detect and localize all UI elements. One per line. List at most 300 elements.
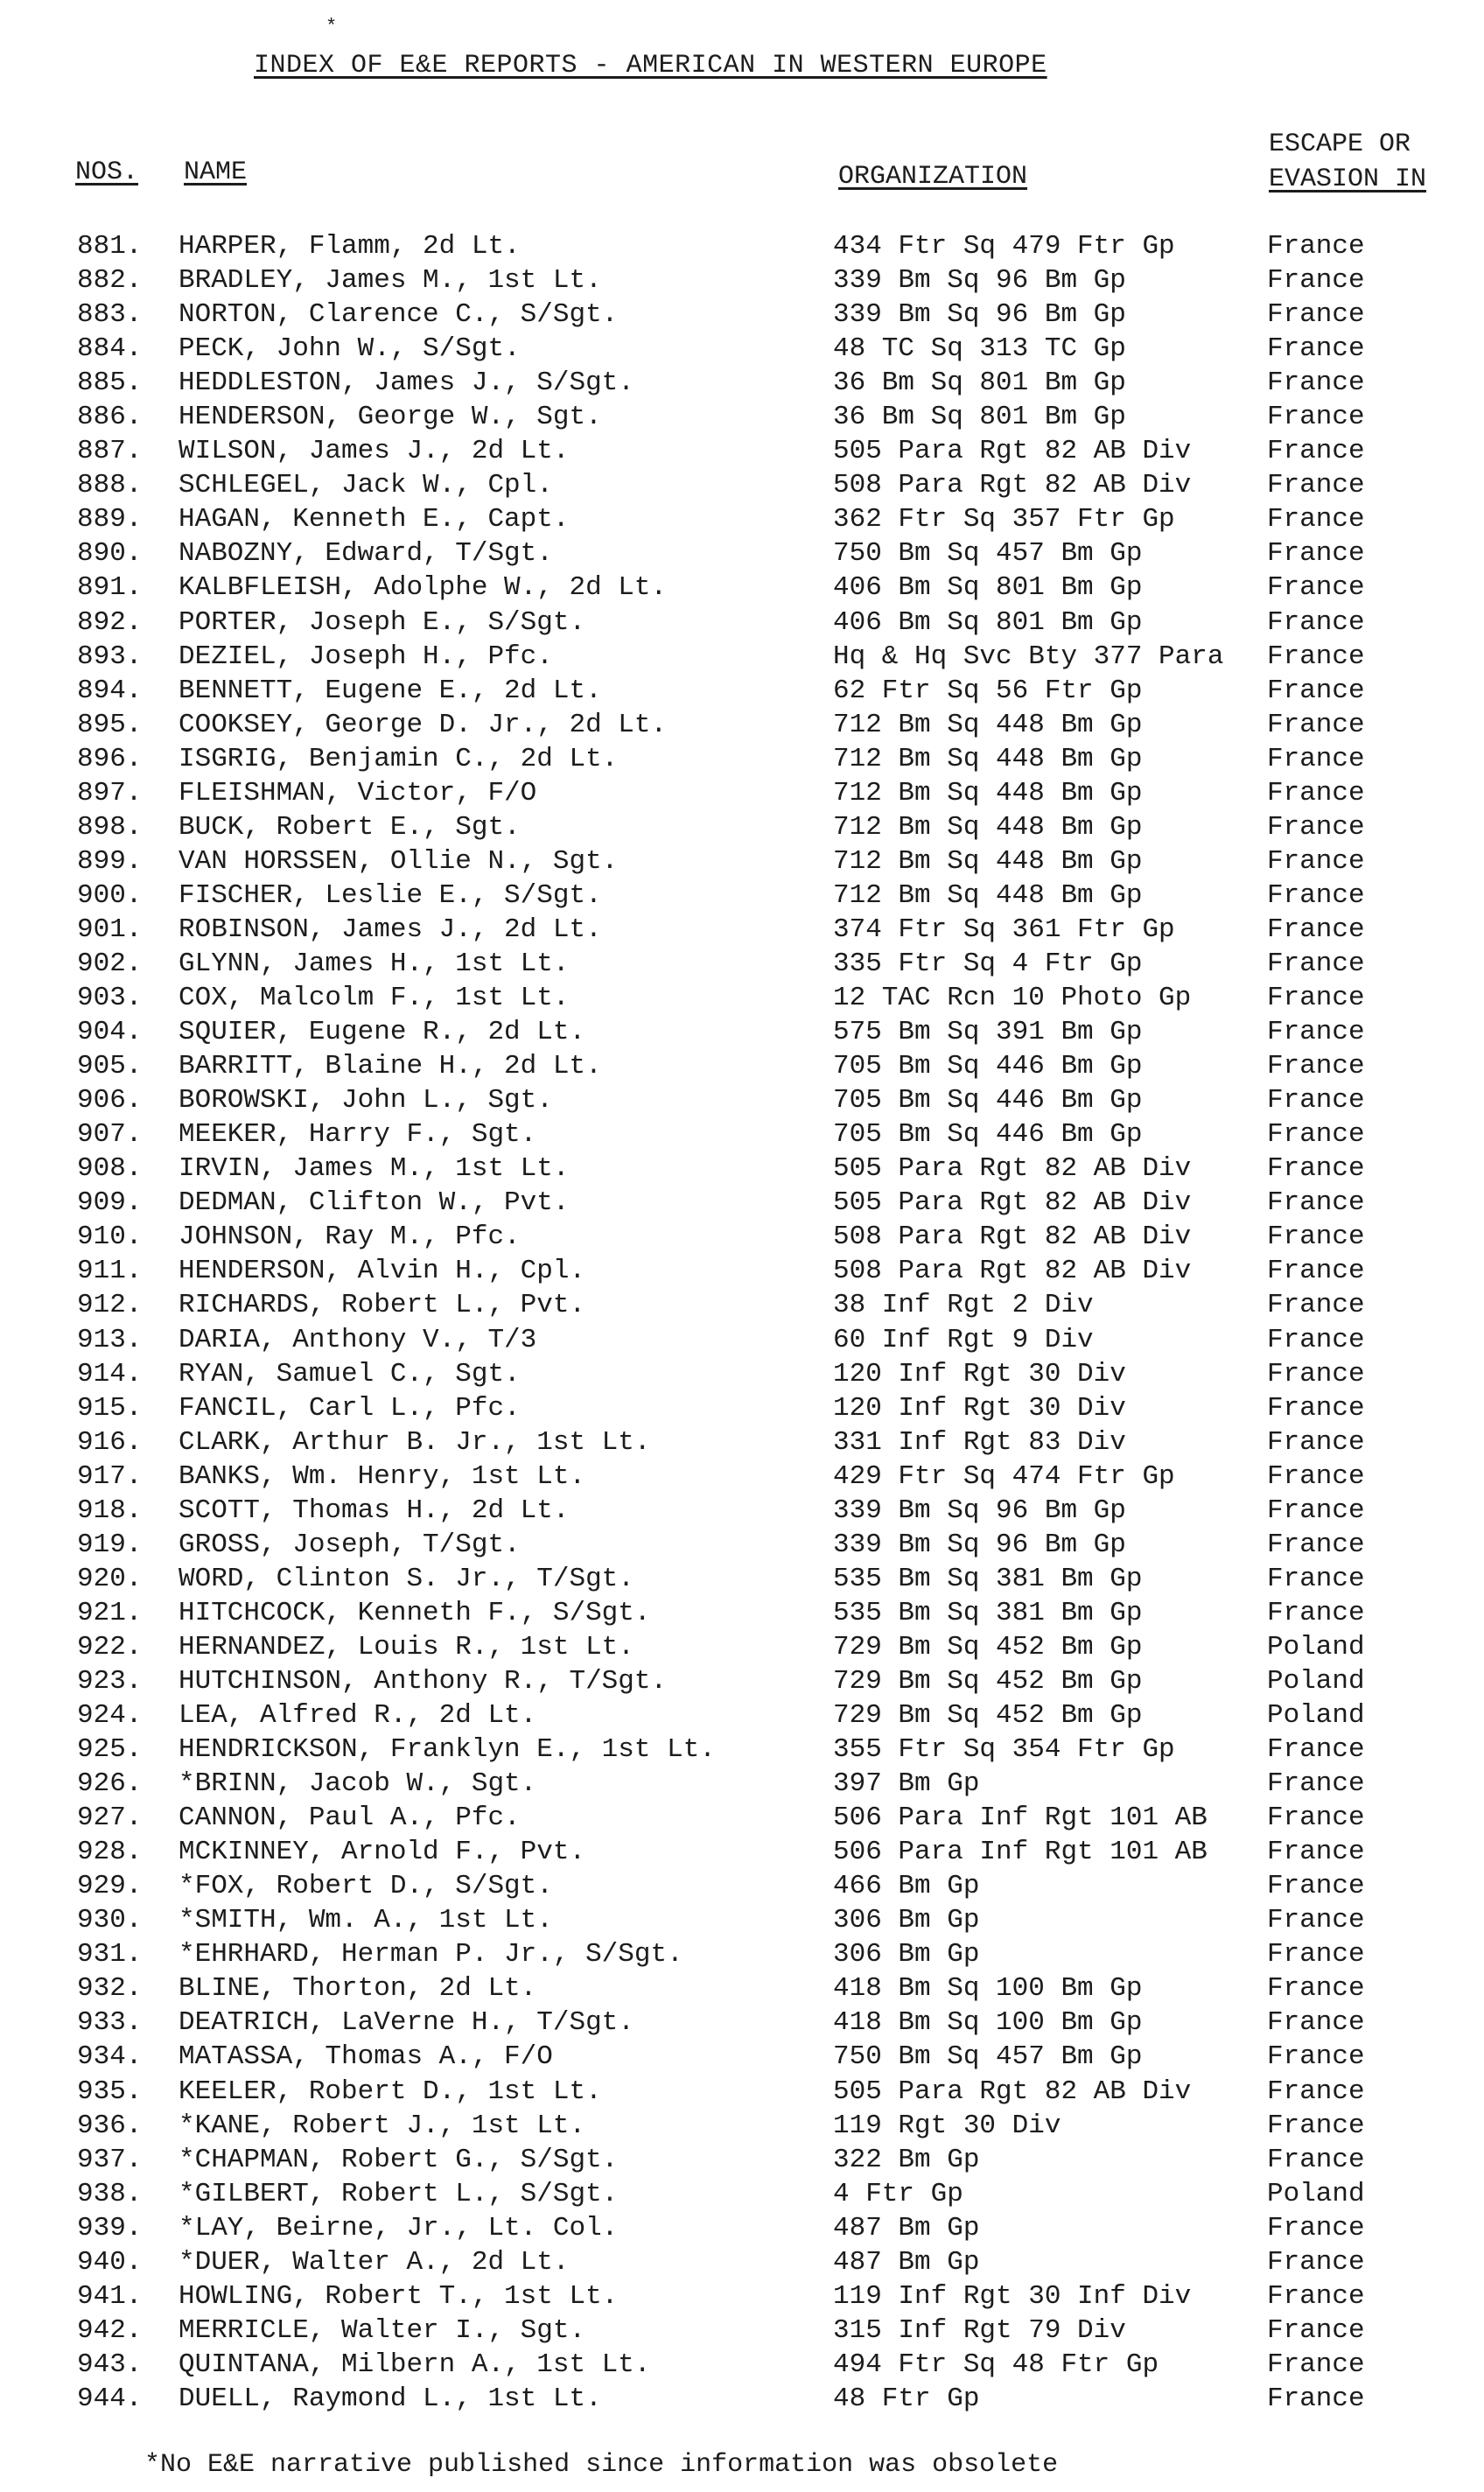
person-name: IRVIN, James M., 1st Lt.: [178, 1153, 570, 1185]
escape-location: France: [1267, 675, 1365, 706]
person-name: RICHARDS, Robert L., Pvt.: [178, 1290, 586, 1321]
list-item: [0, 570, 1484, 605]
person-name: WILSON, James J., 2d Lt.: [178, 436, 570, 467]
organization: 575 Bm Sq 391 Bm Gp: [833, 1017, 1143, 1048]
list-item: [0, 1835, 1484, 1869]
organization: 508 Para Rgt 82 AB Div: [833, 470, 1192, 501]
escape-location: France: [1267, 709, 1365, 740]
escape-location: France: [1267, 538, 1365, 570]
escape-location: France: [1267, 1290, 1365, 1321]
organization: 331 Inf Rgt 83 Div: [833, 1426, 1126, 1458]
person-name: PORTER, Joseph E., S/Sgt.: [178, 606, 586, 638]
header-nos: NOS.: [75, 158, 139, 187]
list-item: [0, 1323, 1484, 1357]
header-name: NAME: [184, 158, 248, 187]
report-number: 884.: [77, 333, 143, 365]
escape-location: France: [1267, 1494, 1365, 1526]
organization: 712 Bm Sq 448 Bm Gp: [833, 879, 1143, 911]
list-item: [0, 1391, 1484, 1425]
person-name: HAGAN, Kenneth E., Capt.: [178, 504, 570, 536]
escape-location: France: [1267, 2076, 1365, 2107]
list-item: [0, 2075, 1484, 2109]
header-escape-line1: ESCAPE OR: [1269, 130, 1411, 159]
list-item: [0, 366, 1484, 400]
report-number: 920.: [77, 1563, 143, 1594]
report-number: 906.: [77, 1085, 143, 1116]
list-item: [0, 913, 1484, 947]
person-name: GLYNN, James H., 1st Lt.: [178, 948, 570, 979]
escape-location: France: [1267, 1802, 1365, 1834]
report-number: 896.: [77, 743, 143, 774]
organization: 506 Para Inf Rgt 101 AB: [833, 1837, 1208, 1868]
organization: 505 Para Rgt 82 AB Div: [833, 1187, 1192, 1219]
person-name: HERNANDEZ, Louis R., 1st Lt.: [178, 1631, 634, 1662]
organization: 434 Ftr Sq 479 Ftr Gp: [833, 231, 1175, 262]
list-item: [0, 434, 1484, 468]
organization: 335 Ftr Sq 4 Ftr Gp: [833, 948, 1143, 979]
escape-location: France: [1267, 1324, 1365, 1355]
escape-location: France: [1267, 1256, 1365, 1287]
person-name: HITCHCOCK, Kenneth F., S/Sgt.: [178, 1597, 651, 1628]
list-item: [0, 468, 1484, 502]
escape-location: France: [1267, 606, 1365, 638]
list-item: [0, 229, 1484, 263]
escape-location: France: [1267, 265, 1365, 297]
person-name: HUTCHINSON, Anthony R., T/Sgt.: [178, 1665, 668, 1697]
escape-location: France: [1267, 1871, 1365, 1902]
report-number: 892.: [77, 606, 143, 638]
person-name: SCHLEGEL, Jack W., Cpl.: [178, 470, 553, 501]
escape-location: France: [1267, 231, 1365, 262]
organization: 62 Ftr Sq 56 Ftr Gp: [833, 675, 1143, 706]
report-number: 927.: [77, 1802, 143, 1834]
escape-location: France: [1267, 1153, 1365, 1185]
report-number: 924.: [77, 1700, 143, 1732]
person-name: RYAN, Samuel C., Sgt.: [178, 1358, 521, 1390]
person-name: FANCIL, Carl L., Pfc.: [178, 1392, 521, 1424]
organization: 48 Ftr Gp: [833, 2383, 980, 2414]
person-name: DARIA, Anthony V., T/3: [178, 1324, 537, 1355]
organization: 406 Bm Sq 801 Bm Gp: [833, 572, 1143, 604]
organization: 119 Inf Rgt 30 Inf Div: [833, 2280, 1192, 2312]
organization: 705 Bm Sq 446 Bm Gp: [833, 1119, 1143, 1151]
person-name: NABOZNY, Edward, T/Sgt.: [178, 538, 553, 570]
list-item: [0, 947, 1484, 981]
organization: 339 Bm Sq 96 Bm Gp: [833, 1529, 1126, 1560]
escape-location: France: [1267, 572, 1365, 604]
person-name: BANKS, Wm. Henry, 1st Lt.: [178, 1460, 586, 1492]
escape-location: France: [1267, 845, 1365, 877]
list-item: [0, 2279, 1484, 2314]
escape-location: France: [1267, 1187, 1365, 1219]
organization: 418 Bm Sq 100 Bm Gp: [833, 2007, 1143, 2039]
person-name: FLEISHMAN, Victor, F/O: [178, 777, 537, 808]
organization: 306 Bm Gp: [833, 1905, 980, 1936]
footnote: *No E&E narrative published since information was obsolete: [144, 2450, 1059, 2480]
person-name: ROBINSON, James J., 2d Lt.: [178, 914, 602, 945]
organization: 120 Inf Rgt 30 Div: [833, 1358, 1126, 1390]
escape-location: Poland: [1267, 1631, 1365, 1662]
escape-location: France: [1267, 1460, 1365, 1492]
asterisk-mark: *: [326, 16, 338, 38]
organization: 712 Bm Sq 448 Bm Gp: [833, 743, 1143, 774]
escape-location: Poland: [1267, 2178, 1365, 2209]
escape-location: France: [1267, 1597, 1365, 1628]
list-item: [0, 1562, 1484, 1596]
organization: 750 Bm Sq 457 Bm Gp: [833, 2041, 1143, 2073]
report-number: 910.: [77, 1222, 143, 1253]
person-name: HOWLING, Robert T., 1st Lt.: [178, 2280, 619, 2312]
organization: 120 Inf Rgt 30 Div: [833, 1392, 1126, 1424]
escape-location: France: [1267, 1119, 1365, 1151]
organization: 322 Bm Gp: [833, 2144, 980, 2175]
report-number: 912.: [77, 1290, 143, 1321]
list-item: [0, 1220, 1484, 1254]
report-number: 909.: [77, 1187, 143, 1219]
organization: 4 Ftr Gp: [833, 2178, 963, 2209]
report-number: 934.: [77, 2041, 143, 2073]
organization: 535 Bm Sq 381 Bm Gp: [833, 1563, 1143, 1594]
list-item: [0, 844, 1484, 878]
report-number: 898.: [77, 811, 143, 843]
list-item: [0, 400, 1484, 434]
list-item: [0, 1152, 1484, 1186]
report-number: 921.: [77, 1597, 143, 1628]
report-number: 941.: [77, 2280, 143, 2312]
report-number: 885.: [77, 368, 143, 399]
escape-location: France: [1267, 811, 1365, 843]
person-name: *SMITH, Wm. A., 1st Lt.: [178, 1905, 553, 1936]
list-item: [0, 1288, 1484, 1322]
person-name: COOKSEY, George D. Jr., 2d Lt.: [178, 709, 668, 740]
escape-location: France: [1267, 1563, 1365, 1594]
organization: 38 Inf Rgt 2 Div: [833, 1290, 1094, 1321]
escape-location: France: [1267, 504, 1365, 536]
report-number: 901.: [77, 914, 143, 945]
list-item: [0, 1801, 1484, 1835]
person-name: HARPER, Flamm, 2d Lt.: [178, 231, 521, 262]
person-name: HENDERSON, George W., Sgt.: [178, 402, 602, 433]
report-number: 881.: [77, 231, 143, 262]
list-item: [0, 2040, 1484, 2074]
report-number: 890.: [77, 538, 143, 570]
organization: 729 Bm Sq 452 Bm Gp: [833, 1665, 1143, 1697]
person-name: BOROWSKI, John L., Sgt.: [178, 1085, 553, 1116]
organization: 505 Para Rgt 82 AB Div: [833, 436, 1192, 467]
organization: 406 Bm Sq 801 Bm Gp: [833, 606, 1143, 638]
escape-location: France: [1267, 2110, 1365, 2141]
escape-location: France: [1267, 299, 1365, 331]
organization: 508 Para Rgt 82 AB Div: [833, 1256, 1192, 1287]
organization: 712 Bm Sq 448 Bm Gp: [833, 777, 1143, 808]
list-item: [0, 606, 1484, 640]
report-number: 903.: [77, 983, 143, 1014]
list-item: [0, 1732, 1484, 1767]
escape-location: France: [1267, 1017, 1365, 1048]
list-item: [0, 1528, 1484, 1562]
person-name: *CHAPMAN, Robert G., S/Sgt.: [178, 2144, 619, 2175]
report-number: 929.: [77, 1871, 143, 1902]
escape-location: France: [1267, 2280, 1365, 2312]
report-number: 923.: [77, 1665, 143, 1697]
person-name: *FOX, Robert D., S/Sgt.: [178, 1871, 553, 1902]
report-number: 915.: [77, 1392, 143, 1424]
organization: 374 Ftr Sq 361 Ftr Gp: [833, 914, 1175, 945]
person-name: BUCK, Robert E., Sgt.: [178, 811, 521, 843]
person-name: KALBFLEISH, Adolphe W., 2d Lt.: [178, 572, 668, 604]
list-item: [0, 1254, 1484, 1288]
report-number: 936.: [77, 2110, 143, 2141]
escape-location: France: [1267, 743, 1365, 774]
list-item: [0, 298, 1484, 332]
escape-location: France: [1267, 1734, 1365, 1766]
escape-location: France: [1267, 2314, 1365, 2346]
escape-location: France: [1267, 1939, 1365, 1970]
person-name: HENDERSON, Alvin H., Cpl.: [178, 1256, 586, 1287]
organization: 362 Ftr Sq 357 Ftr Gp: [833, 504, 1175, 536]
list-item: [0, 1971, 1484, 2006]
escape-location: France: [1267, 1529, 1365, 1560]
organization: 12 TAC Rcn 10 Photo Gp: [833, 983, 1192, 1014]
report-number: 888.: [77, 470, 143, 501]
person-name: *EHRHARD, Herman P. Jr., S/Sgt.: [178, 1939, 683, 1970]
report-number: 935.: [77, 2076, 143, 2107]
person-name: DEZIEL, Joseph H., Pfc.: [178, 640, 553, 672]
person-name: MEEKER, Harry F., Sgt.: [178, 1119, 537, 1151]
report-number: 886.: [77, 402, 143, 433]
report-number: 944.: [77, 2383, 143, 2414]
list-item: [0, 2314, 1484, 2348]
organization: Hq & Hq Svc Bty 377 Para: [833, 640, 1224, 672]
escape-location: France: [1267, 2246, 1365, 2278]
escape-location: France: [1267, 1392, 1365, 1424]
list-item: [0, 1494, 1484, 1528]
organization: 48 TC Sq 313 TC Gp: [833, 333, 1126, 365]
list-item: [0, 1083, 1484, 1117]
escape-location: France: [1267, 1222, 1365, 1253]
report-number: 887.: [77, 436, 143, 467]
escape-location: France: [1267, 2348, 1365, 2380]
escape-location: France: [1267, 1426, 1365, 1458]
list-item: [0, 1630, 1484, 1664]
organization: 36 Bm Sq 801 Bm Gp: [833, 402, 1126, 433]
person-name: JOHNSON, Ray M., Pfc.: [178, 1222, 521, 1253]
person-name: *LAY, Beirne, Jr., Lt. Col.: [178, 2212, 619, 2244]
person-name: SCOTT, Thomas H., 2d Lt.: [178, 1494, 570, 1526]
report-number: 891.: [77, 572, 143, 604]
organization: 705 Bm Sq 446 Bm Gp: [833, 1051, 1143, 1082]
person-name: WORD, Clinton S. Jr., T/Sgt.: [178, 1563, 634, 1594]
report-number: 914.: [77, 1358, 143, 1390]
report-number: 918.: [77, 1494, 143, 1526]
escape-location: France: [1267, 2007, 1365, 2039]
organization: 729 Bm Sq 452 Bm Gp: [833, 1631, 1143, 1662]
escape-location: France: [1267, 1837, 1365, 1868]
person-name: BARRITT, Blaine H., 2d Lt.: [178, 1051, 602, 1082]
escape-location: France: [1267, 2383, 1365, 2414]
report-number: 908.: [77, 1153, 143, 1185]
report-number: 900.: [77, 879, 143, 911]
person-name: COX, Malcolm F., 1st Lt.: [178, 983, 570, 1014]
escape-location: France: [1267, 402, 1365, 433]
report-number: 897.: [77, 777, 143, 808]
person-name: FISCHER, Leslie E., S/Sgt.: [178, 879, 602, 911]
list-item: [0, 2245, 1484, 2279]
report-number: 919.: [77, 1529, 143, 1560]
person-name: SQUIER, Eugene R., 2d Lt.: [178, 1017, 586, 1048]
list-item: [0, 1357, 1484, 1391]
report-number: 883.: [77, 299, 143, 331]
person-name: PECK, John W., S/Sgt.: [178, 333, 521, 365]
organization: 729 Bm Sq 452 Bm Gp: [833, 1700, 1143, 1732]
escape-location: France: [1267, 948, 1365, 979]
person-name: BLINE, Thorton, 2d Lt.: [178, 1973, 537, 2005]
report-number: 938.: [77, 2178, 143, 2209]
organization: 506 Para Inf Rgt 101 AB: [833, 1802, 1208, 1834]
escape-location: France: [1267, 470, 1365, 501]
escape-location: France: [1267, 2144, 1365, 2175]
report-number: 928.: [77, 1837, 143, 1868]
organization: 306 Bm Gp: [833, 1939, 980, 1970]
organization: 487 Bm Gp: [833, 2212, 980, 2244]
person-name: HEDDLESTON, James J., S/Sgt.: [178, 368, 634, 399]
list-item: [0, 263, 1484, 298]
report-number: 922.: [77, 1631, 143, 1662]
list-item: [0, 502, 1484, 536]
organization: 119 Rgt 30 Div: [833, 2110, 1061, 2141]
escape-location: France: [1267, 879, 1365, 911]
escape-location: France: [1267, 640, 1365, 672]
report-number: 917.: [77, 1460, 143, 1492]
report-number: 931.: [77, 1939, 143, 1970]
organization: 535 Bm Sq 381 Bm Gp: [833, 1597, 1143, 1628]
report-number: 902.: [77, 948, 143, 979]
list-item: [0, 810, 1484, 844]
person-name: *KANE, Robert J., 1st Lt.: [178, 2110, 586, 2141]
report-number: 930.: [77, 1905, 143, 1936]
escape-location: France: [1267, 368, 1365, 399]
report-index-list: [0, 229, 1484, 2416]
organization: 712 Bm Sq 448 Bm Gp: [833, 811, 1143, 843]
list-item: [0, 2006, 1484, 2040]
person-name: MCKINNEY, Arnold F., Pvt.: [178, 1837, 586, 1868]
list-item: [0, 332, 1484, 366]
organization: 397 Bm Gp: [833, 1768, 980, 1800]
list-item: [0, 2143, 1484, 2177]
person-name: BENNETT, Eugene E., 2d Lt.: [178, 675, 602, 706]
list-item: [0, 1698, 1484, 1732]
organization: 466 Bm Gp: [833, 1871, 980, 1902]
page-title: INDEX OF E&E REPORTS - AMERICAN IN WESTERN EUROPE: [254, 51, 1047, 80]
person-name: CLARK, Arthur B. Jr., 1st Lt.: [178, 1426, 651, 1458]
escape-location: Poland: [1267, 1665, 1365, 1697]
report-number: 889.: [77, 504, 143, 536]
escape-location: France: [1267, 1358, 1365, 1390]
person-name: DUELL, Raymond L., 1st Lt.: [178, 2383, 602, 2414]
person-name: DEATRICH, LaVerne H., T/Sgt.: [178, 2007, 634, 2039]
report-number: 926.: [77, 1768, 143, 1800]
person-name: LEA, Alfred R., 2d Lt.: [178, 1700, 537, 1732]
person-name: GROSS, Joseph, T/Sgt.: [178, 1529, 521, 1560]
organization: 712 Bm Sq 448 Bm Gp: [833, 709, 1143, 740]
report-number: 933.: [77, 2007, 143, 2039]
person-name: CANNON, Paul A., Pfc.: [178, 1802, 521, 1834]
person-name: *BRINN, Jacob W., Sgt.: [178, 1768, 537, 1800]
organization: 712 Bm Sq 448 Bm Gp: [833, 845, 1143, 877]
header-escape-line2: EVASION IN: [1269, 164, 1427, 194]
organization: 494 Ftr Sq 48 Ftr Gp: [833, 2348, 1159, 2380]
report-number: 940.: [77, 2246, 143, 2278]
organization: 429 Ftr Sq 474 Ftr Gp: [833, 1460, 1175, 1492]
person-name: ISGRIG, Benjamin C., 2d Lt.: [178, 743, 619, 774]
organization: 750 Bm Sq 457 Bm Gp: [833, 538, 1143, 570]
escape-location: France: [1267, 1768, 1365, 1800]
list-item: [0, 2177, 1484, 2211]
header-organization: ORGANIZATION: [838, 162, 1028, 192]
list-item: [0, 2382, 1484, 2416]
person-name: BRADLEY, James M., 1st Lt.: [178, 265, 602, 297]
organization: 339 Bm Sq 96 Bm Gp: [833, 299, 1126, 331]
report-number: 905.: [77, 1051, 143, 1082]
escape-location: France: [1267, 1973, 1365, 2005]
list-item: [0, 1869, 1484, 1903]
list-item: [0, 1015, 1484, 1049]
report-number: 907.: [77, 1119, 143, 1151]
report-number: 916.: [77, 1426, 143, 1458]
report-number: 894.: [77, 675, 143, 706]
person-name: MERRICLE, Walter I., Sgt.: [178, 2314, 586, 2346]
organization: 705 Bm Sq 446 Bm Gp: [833, 1085, 1143, 1116]
person-name: MATASSA, Thomas A., F/O: [178, 2041, 553, 2073]
list-item: [0, 1767, 1484, 1801]
organization: 339 Bm Sq 96 Bm Gp: [833, 265, 1126, 297]
person-name: KEELER, Robert D., 1st Lt.: [178, 2076, 602, 2107]
organization: 505 Para Rgt 82 AB Div: [833, 2076, 1192, 2107]
report-number: 942.: [77, 2314, 143, 2346]
organization: 60 Inf Rgt 9 Div: [833, 1324, 1094, 1355]
organization: 339 Bm Sq 96 Bm Gp: [833, 1494, 1126, 1526]
list-item: [0, 674, 1484, 708]
report-number: 932.: [77, 1973, 143, 2005]
escape-location: France: [1267, 1085, 1365, 1116]
list-item: [0, 2211, 1484, 2245]
list-item: [0, 1664, 1484, 1698]
list-item: [0, 1460, 1484, 1494]
list-item: [0, 1049, 1484, 1083]
person-name: NORTON, Clarence C., S/Sgt.: [178, 299, 619, 331]
organization: 315 Inf Rgt 79 Div: [833, 2314, 1126, 2346]
escape-location: France: [1267, 1905, 1365, 1936]
organization: 36 Bm Sq 801 Bm Gp: [833, 368, 1126, 399]
list-item: [0, 878, 1484, 913]
person-name: DEDMAN, Clifton W., Pvt.: [178, 1187, 570, 1219]
list-item: [0, 536, 1484, 570]
escape-location: Poland: [1267, 1700, 1365, 1732]
escape-location: France: [1267, 333, 1365, 365]
list-item: [0, 742, 1484, 776]
list-item: [0, 1425, 1484, 1460]
report-number: 913.: [77, 1324, 143, 1355]
list-item: [0, 640, 1484, 674]
list-item: [0, 2348, 1484, 2382]
report-number: 882.: [77, 265, 143, 297]
escape-location: France: [1267, 1051, 1365, 1082]
list-item: [0, 1596, 1484, 1630]
report-number: 943.: [77, 2348, 143, 2380]
report-number: 939.: [77, 2212, 143, 2244]
list-item: [0, 708, 1484, 742]
person-name: *DUER, Walter A., 2d Lt.: [178, 2246, 570, 2278]
